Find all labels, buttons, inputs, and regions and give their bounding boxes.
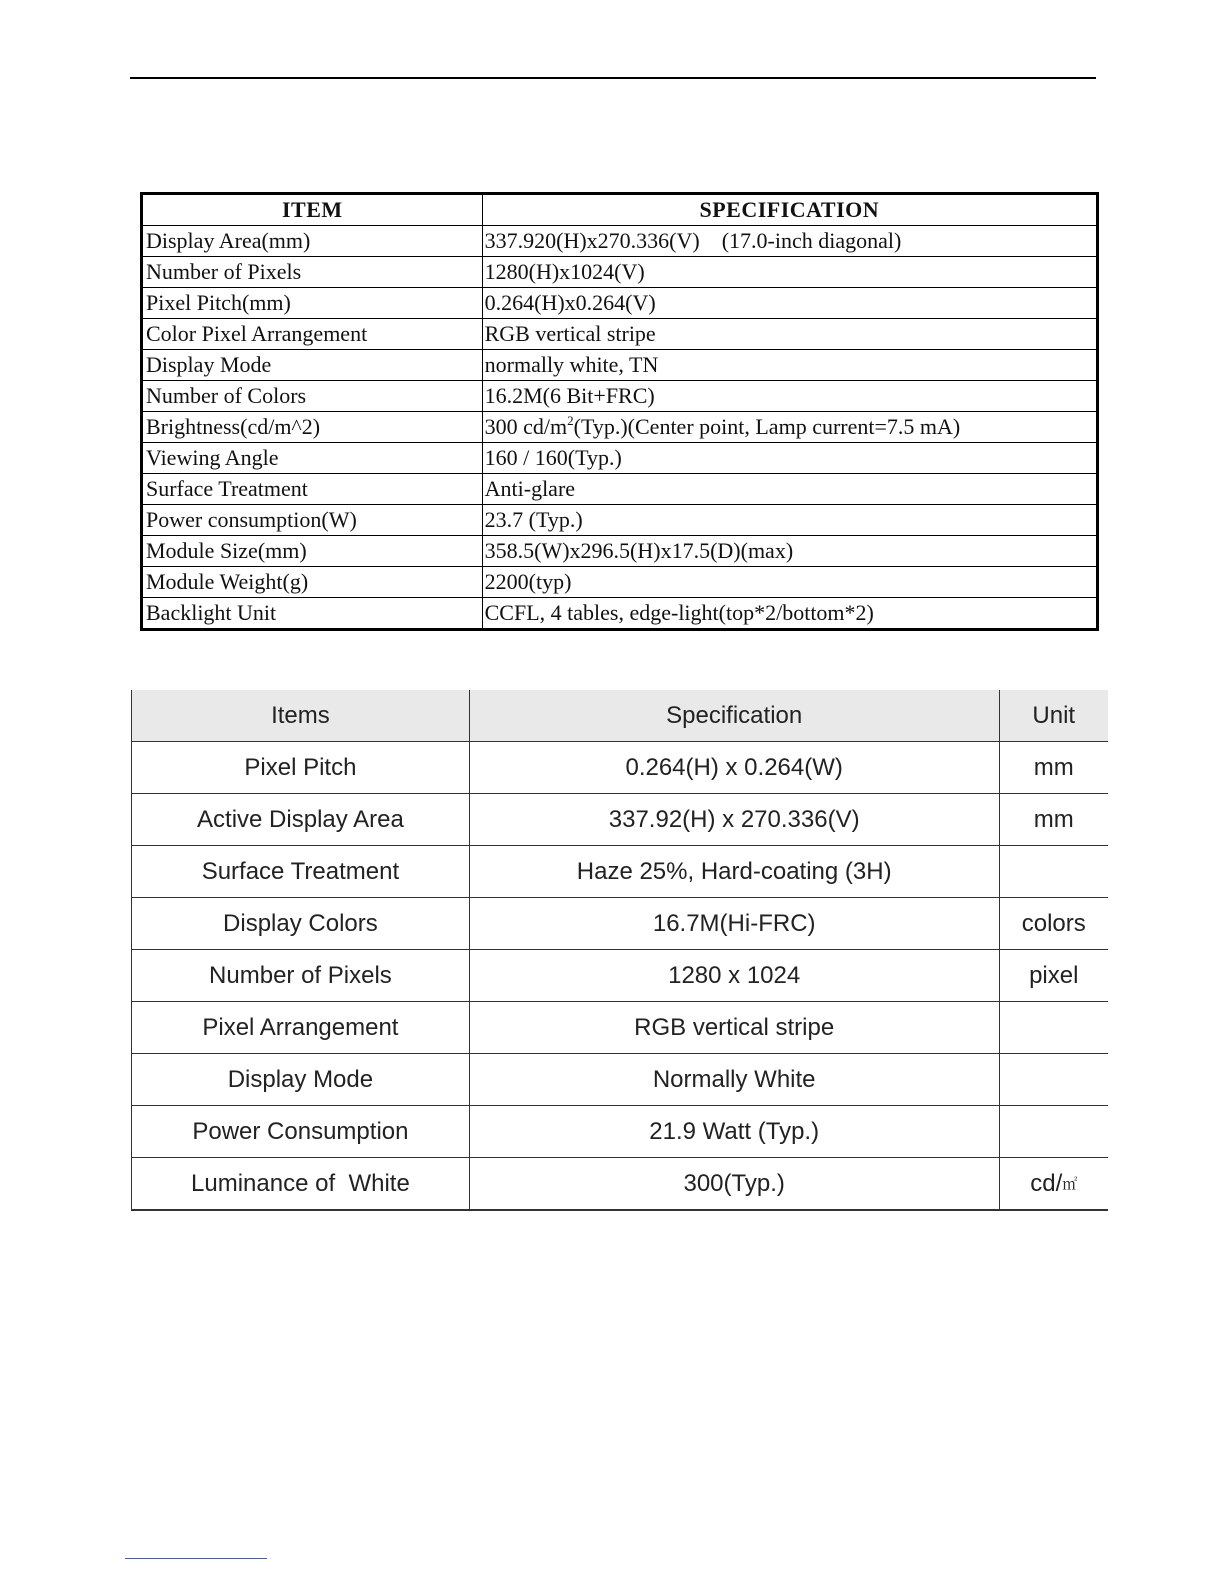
table-row [142, 598, 1098, 630]
spec-text: (Typ.)(Center point, Lamp current=7.5 mA) [573, 414, 961, 439]
table-row [132, 1106, 1109, 1158]
spec-cell: 0.264(H)x0.264(V) [482, 288, 1097, 319]
table-row [142, 226, 1098, 257]
spec-cell: 1280 x 1024 [469, 950, 999, 1002]
spec-cell: 300(Typ.) [469, 1158, 999, 1211]
item-cell: Surface Treatment [142, 474, 483, 505]
column-header-unit: Unit [999, 690, 1108, 742]
table-row [142, 288, 1098, 319]
table-row [142, 412, 1098, 443]
table-row [142, 474, 1098, 505]
table-row [132, 1158, 1109, 1211]
item-cell: Display Area(mm) [142, 226, 483, 257]
unit-cell [999, 1158, 1108, 1211]
table-row [142, 567, 1098, 598]
superscript: 2 [567, 413, 574, 428]
table-row [132, 794, 1109, 846]
spec-cell: 16.7M(Hi-FRC) [469, 898, 999, 950]
spec-cell: 23.7 (Typ.) [482, 505, 1097, 536]
spec-cell: 21.9 Watt (Typ.) [469, 1106, 999, 1158]
item-cell: Viewing Angle [142, 443, 483, 474]
spec-cell: 358.5(W)x296.5(H)x17.5(D)(max) [482, 536, 1097, 567]
item-cell: Number of Pixels [142, 257, 483, 288]
item-cell: Module Weight(g) [142, 567, 483, 598]
spec-cell: CCFL, 4 tables, edge-light(top*2/bottom*2) [482, 598, 1097, 630]
spec-cell: RGB vertical stripe [469, 1002, 999, 1054]
spec-cell: Haze 25%, Hard-coating (3H) [469, 846, 999, 898]
item-cell: Pixel Pitch [132, 742, 470, 794]
table-row [142, 443, 1098, 474]
table-header-row [132, 690, 1109, 742]
unit-cell [999, 1106, 1108, 1158]
item-cell: Pixel Pitch(mm) [142, 288, 483, 319]
item-cell: Power Consumption [132, 1106, 470, 1158]
table-row [142, 257, 1098, 288]
item-cell: Color Pixel Arrangement [142, 319, 483, 350]
item-cell: Backlight Unit [142, 598, 483, 630]
unit-cell [999, 846, 1108, 898]
unit-cell: pixel [999, 950, 1108, 1002]
spec-cell: 1280(H)x1024(V) [482, 257, 1097, 288]
column-header-specification: SPECIFICATION [482, 194, 1097, 226]
item-cell: Luminance of White [132, 1158, 470, 1211]
item-cell: Module Size(mm) [142, 536, 483, 567]
item-cell: Display Colors [132, 898, 470, 950]
footer-link-underline [125, 1558, 267, 1559]
table-row [142, 536, 1098, 567]
item-cell: Number of Colors [142, 381, 483, 412]
spec-text: 300 cd/m [484, 414, 568, 439]
table-row [132, 742, 1109, 794]
spec-cell: Normally White [469, 1054, 999, 1106]
table-row [142, 350, 1098, 381]
unit-cell: colors [999, 898, 1108, 950]
table-row [142, 505, 1098, 536]
column-header-specification: Specification [469, 690, 999, 742]
item-cell: Display Mode [132, 1054, 470, 1106]
square-meter-symbol: ㎡ [1062, 1175, 1078, 1193]
spec-cell: 160 / 160(Typ.) [482, 443, 1097, 474]
table-row [132, 1002, 1109, 1054]
spec-cell: 2200(typ) [482, 567, 1097, 598]
header-rule [130, 77, 1096, 79]
column-header-items: Items [132, 690, 470, 742]
table-header-row [142, 194, 1098, 226]
table-row [142, 319, 1098, 350]
item-cell: Surface Treatment [132, 846, 470, 898]
table-row [132, 1054, 1109, 1106]
spec-cell: Anti-glare [482, 474, 1097, 505]
unit-cell: mm [999, 794, 1108, 846]
table-row [132, 898, 1109, 950]
spec-cell [482, 412, 1097, 443]
table-row [132, 950, 1109, 1002]
table-row [132, 846, 1109, 898]
spec-table-2 [131, 690, 1108, 1211]
item-cell: Brightness(cd/m^2) [142, 412, 483, 443]
spec-cell: 337.920(H)x270.336(V) (17.0-inch diagonal) [482, 226, 1097, 257]
table-row [142, 381, 1098, 412]
spec-cell: 337.92(H) x 270.336(V) [469, 794, 999, 846]
unit-cell: mm [999, 742, 1108, 794]
unit-cell [999, 1002, 1108, 1054]
spec-cell: 16.2M(6 Bit+FRC) [482, 381, 1097, 412]
spec-cell: RGB vertical stripe [482, 319, 1097, 350]
item-cell: Active Display Area [132, 794, 470, 846]
spec-table-1 [140, 192, 1099, 631]
column-header-item: ITEM [142, 194, 483, 226]
unit-text: cd/ [1030, 1169, 1063, 1197]
item-cell: Number of Pixels [132, 950, 470, 1002]
unit-cell [999, 1054, 1108, 1106]
item-cell: Pixel Arrangement [132, 1002, 470, 1054]
spec-cell: 0.264(H) x 0.264(W) [469, 742, 999, 794]
item-cell: Power consumption(W) [142, 505, 483, 536]
spec-cell: normally white, TN [482, 350, 1097, 381]
item-cell: Display Mode [142, 350, 483, 381]
